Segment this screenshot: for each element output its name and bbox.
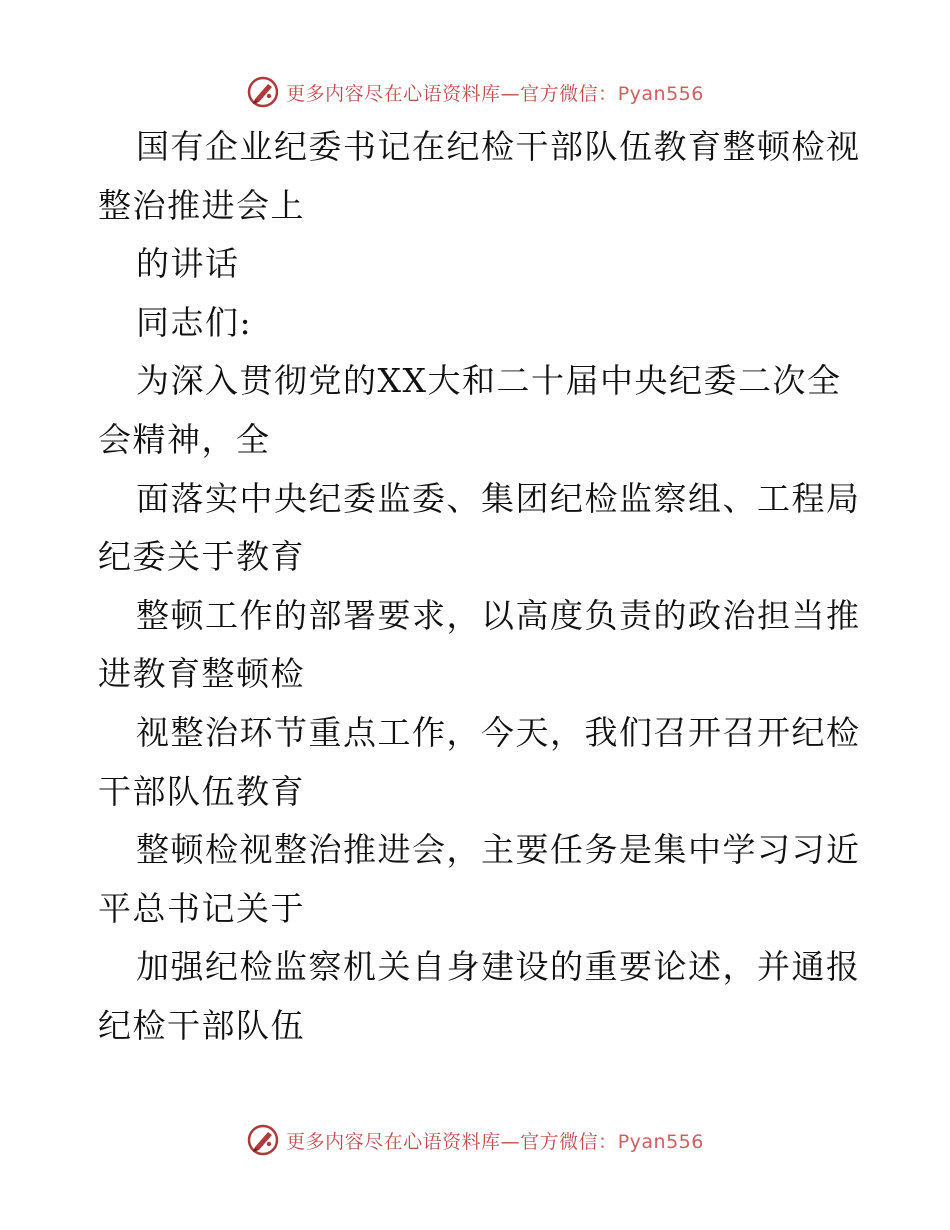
title-line-2: 整治推进会上 <box>98 185 305 225</box>
footer-watermark <box>0 1120 950 1160</box>
watermark-contact-label: 官方微信： <box>520 82 618 105</box>
paragraph-line: 会精神，全 <box>98 419 271 459</box>
paragraph-line: 整顿检视整治推进会，主要任务是集中学习习近 <box>136 830 861 870</box>
watermark-site-name: 更多内容尽在心语资料库 <box>286 82 501 105</box>
paragraph-line: 整顿工作的部署要求，以高度负责的政治担当推 <box>136 595 861 635</box>
header-watermark <box>0 72 950 112</box>
title-line-3: 的讲话 <box>136 244 240 284</box>
paragraph-line: 视整治环节重点工作，今天，我们召开召开纪检 <box>136 712 861 752</box>
watermark-contact-id: Pyan556 <box>617 1130 704 1153</box>
title-line-1: 国有企业纪委书记在纪检干部队伍教育整顿检视 <box>136 127 861 166</box>
paragraph-line: 平总书记关于 <box>98 888 305 928</box>
watermark-text <box>286 1127 704 1154</box>
paragraph-line: 纪委关于教育 <box>98 537 305 577</box>
pen-logo-icon <box>246 1123 280 1157</box>
paragraph-line: 纪检干部队伍 <box>98 1005 305 1045</box>
document-body <box>98 118 861 1056</box>
paragraph-line: 面落实中央纪委监委、集团纪检监察组、工程局 <box>136 478 861 518</box>
watermark-dash: — <box>500 82 521 105</box>
pen-logo-icon <box>246 75 280 109</box>
watermark-text <box>286 79 704 106</box>
paragraph-line: 加强纪检监察机关自身建设的重要论述，并通报 <box>136 947 861 987</box>
paragraph-line: 为深入贯彻党的XX大和二十届中央纪委二次全 <box>136 361 842 401</box>
watermark-dash: — <box>500 1130 521 1153</box>
watermark-site-name: 更多内容尽在心语资料库 <box>286 1130 501 1153</box>
paragraph-line: 进教育整顿检 <box>98 654 305 694</box>
paragraph-line: 干部队伍教育 <box>98 771 305 811</box>
watermark-contact-label: 官方微信： <box>520 1130 618 1153</box>
salutation: 同志们: <box>136 302 253 342</box>
watermark-contact-id: Pyan556 <box>617 82 704 105</box>
